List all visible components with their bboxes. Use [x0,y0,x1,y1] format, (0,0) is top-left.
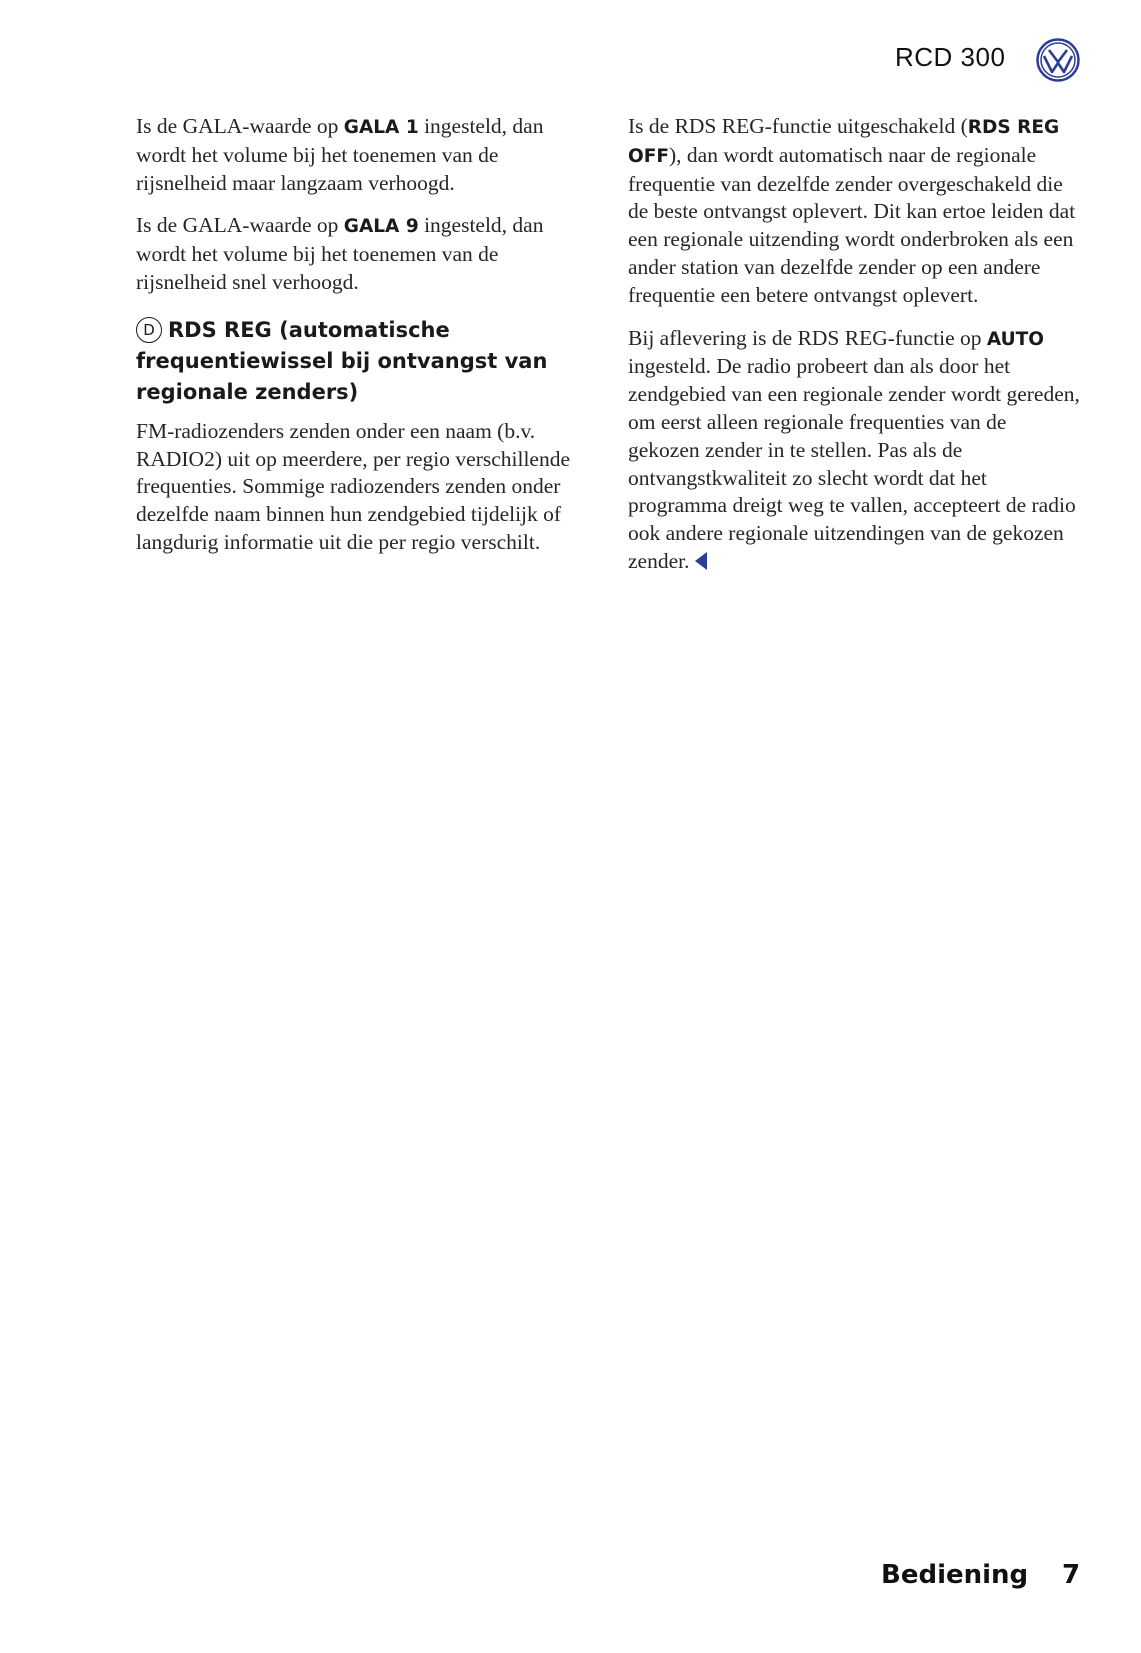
page-header-model: RCD 300 [895,42,1006,72]
text-run: Is de GALA-waarde op [136,213,344,238]
text-run: Is de RDS REG-functie uitgeschakeld ( [628,114,968,138]
vw-logo-icon [1036,38,1080,82]
back-arrow-icon [695,552,707,570]
rds-reg-off-value: RDS REG OFF [628,117,1060,167]
rds-reg-off-paragraph [628,113,1083,310]
fm-paragraph: FM-radiozenders zenden onder een naam (b.v. RADIO2) uit op meerdere, per regio verschillende frequenties. Sommige radiozenders zenden onder dezelfde naam binnen hun zendgebied tijdelijk of langdurig informatie uit die per regio verschilt. [136,418,571,554]
heading-text: RDS REG (automatische frequentiewissel bij ontvangst van regionale zenders) [136,317,548,404]
right-column [628,113,1083,591]
gala-1-paragraph [136,113,591,197]
page-number: 7 [1062,1560,1081,1590]
section-heading [136,315,591,408]
gala-9-paragraph [136,212,591,296]
left-column [136,113,591,572]
text-run: Is de GALA-waarde op [136,114,344,138]
text-run: ), dan wordt automatisch naar de regionale frequentie van dezelfde zender overgeschakeld die de beste ontvangst oplevert. Dit kan ertoe leiden dat een regionale uitzending wordt onderbroken als een ander station van dezelfde zender op een andere frequentie een betere ontvangst oplevert. [628,142,1076,307]
circled-letter-marker: D [136,317,162,343]
auto-value: AUTO [986,328,1044,350]
gala-1-value: GALA 1 [343,117,419,138]
rds-reg-auto-paragraph [628,325,1083,576]
text-run: ingesteld, dan wordt het volume bij het toenemen van de rijsnelheid maar langzaam verhoogd. [136,114,544,195]
text-run: ingesteld. De radio probeert dan als door het zendgebied van een regionale zender wordt gereden, om eerst alleen regionale frequenties van de gekozen zender in te stellen. Pas als de ontvangstkwaliteit zo slecht wordt dat het programma dreigt weg te vallen, accepteert de radio ook andere regionale uitzendingen van de gekozen zender. [628,354,1080,573]
text-run: Bij aflevering is de RDS REG-functie op [628,325,987,350]
gala-9-value: GALA 9 [343,216,419,238]
text-run: ingesteld, dan wordt het volume bij het toenemen van de rijsnelheid snel verhoogd. [136,213,544,294]
footer-section-title: Bediening [881,1560,1029,1590]
